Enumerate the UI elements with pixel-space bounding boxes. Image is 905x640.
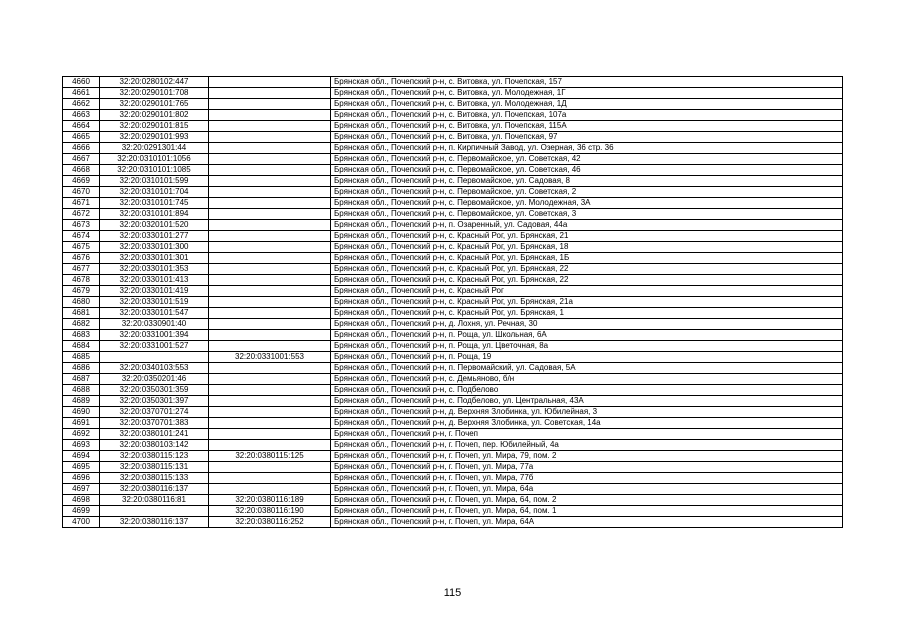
related-cadastral-number-cell [209, 99, 331, 110]
table-row [63, 341, 843, 352]
table-row [63, 407, 843, 418]
table-row [63, 462, 843, 473]
table-row [63, 154, 843, 165]
table-row [63, 363, 843, 374]
address-cell: Брянская обл., Почепский р-н, с. Первомайское, ул. Советская, 2 [331, 187, 843, 198]
cadastral-number-cell: 32:20:0330101:353 [100, 264, 209, 275]
address-cell: Брянская обл., Почепский р-н, с. Первомайское, ул. Советская, 3 [331, 209, 843, 220]
related-cadastral-number-cell [209, 253, 331, 264]
row-number-cell: 4661 [63, 88, 100, 99]
page-number: 115 [443, 587, 462, 599]
table-row [63, 264, 843, 275]
address-cell: Брянская обл., Почепский р-н, с. Красный Рог, ул. Брянская, 1Б [331, 253, 843, 264]
related-cadastral-number-cell [209, 286, 331, 297]
cadastral-number-cell: 32:20:0290101:708 [100, 88, 209, 99]
address-cell: Брянская обл., Почепский р-н, д. Верхняя Злобинка, ул. Юбилейная, 3 [331, 407, 843, 418]
row-number-cell: 4695 [63, 462, 100, 473]
related-cadastral-number-cell [209, 297, 331, 308]
table-row [63, 176, 843, 187]
related-cadastral-number-cell [209, 165, 331, 176]
address-cell: Брянская обл., Почепский р-н, г. Почеп, ул. Мира, 79, пом. 2 [331, 451, 843, 462]
related-cadastral-number-cell [209, 440, 331, 451]
row-number-cell: 4696 [63, 473, 100, 484]
cadastral-number-cell: 32:20:0350201:46 [100, 374, 209, 385]
cadastral-number-cell: 32:20:0310101:894 [100, 209, 209, 220]
address-cell: Брянская обл., Почепский р-н, г. Почеп [331, 429, 843, 440]
related-cadastral-number-cell [209, 209, 331, 220]
cadastral-number-cell [100, 352, 209, 363]
row-number-cell: 4673 [63, 220, 100, 231]
row-number-cell: 4675 [63, 242, 100, 253]
table-row [63, 198, 843, 209]
cadastral-number-cell: 32:20:0320101:520 [100, 220, 209, 231]
cadastral-number-cell: 32:20:0370701:274 [100, 407, 209, 418]
related-cadastral-number-cell [209, 176, 331, 187]
table-row [63, 374, 843, 385]
related-cadastral-number-cell [209, 275, 331, 286]
address-cell: Брянская обл., Почепский р-н, с. Витовка, ул. Почепская, 115А [331, 121, 843, 132]
row-number-cell: 4681 [63, 308, 100, 319]
table-row [63, 253, 843, 264]
cadastral-number-cell: 32:20:0350301:397 [100, 396, 209, 407]
table-row [63, 352, 843, 363]
table-row [63, 110, 843, 121]
row-number-cell: 4676 [63, 253, 100, 264]
related-cadastral-number-cell [209, 385, 331, 396]
related-cadastral-number-cell [209, 110, 331, 121]
table-row [63, 418, 843, 429]
row-number-cell: 4678 [63, 275, 100, 286]
row-number-cell: 4694 [63, 451, 100, 462]
row-number-cell: 4687 [63, 374, 100, 385]
address-cell: Брянская обл., Почепский р-н, с. Красный Рог, ул. Брянская, 21 [331, 231, 843, 242]
table-row [63, 220, 843, 231]
row-number-cell: 4671 [63, 198, 100, 209]
related-cadastral-number-cell [209, 319, 331, 330]
related-cadastral-number-cell [209, 484, 331, 495]
row-number-cell: 4662 [63, 99, 100, 110]
address-cell: Брянская обл., Почепский р-н, с. Красный Рог, ул. Брянская, 22 [331, 275, 843, 286]
row-number-cell: 4679 [63, 286, 100, 297]
cadastral-number-cell: 32:20:0340103:553 [100, 363, 209, 374]
related-cadastral-number-cell [209, 341, 331, 352]
cadastral-number-cell: 32:20:0330101:547 [100, 308, 209, 319]
address-cell: Брянская обл., Почепский р-н, с. Красный Рог [331, 286, 843, 297]
address-cell: Брянская обл., Почепский р-н, г. Почеп, ул. Мира, 77б [331, 473, 843, 484]
address-cell: Брянская обл., Почепский р-н, с. Витовка, ул. Молодежная, 1Г [331, 88, 843, 99]
related-cadastral-number-cell [209, 308, 331, 319]
cadastral-number-cell: 32:20:0280102:447 [100, 77, 209, 88]
table-row [63, 517, 843, 528]
table-row [63, 484, 843, 495]
related-cadastral-number-cell [209, 264, 331, 275]
related-cadastral-number-cell [209, 154, 331, 165]
address-cell: Брянская обл., Почепский р-н, г. Почеп, ул. Мира, 64А [331, 517, 843, 528]
row-number-cell: 4686 [63, 363, 100, 374]
address-cell: Брянская обл., Почепский р-н, с. Первомайское, ул. Садовая, 8 [331, 176, 843, 187]
cadastral-number-cell: 32:20:0330101:300 [100, 242, 209, 253]
cadastral-number-cell: 32:20:0310101:1085 [100, 165, 209, 176]
row-number-cell: 4691 [63, 418, 100, 429]
address-cell: Брянская обл., Почепский р-н, г. Почеп, ул. Мира, 64, пом. 2 [331, 495, 843, 506]
table-row [63, 165, 843, 176]
cadastral-number-cell: 32:20:0291301:44 [100, 143, 209, 154]
row-number-cell: 4665 [63, 132, 100, 143]
address-cell: Брянская обл., Почепский р-н, с. Красный Рог, ул. Брянская, 21а [331, 297, 843, 308]
table-row [63, 495, 843, 506]
cadastral-number-cell: 32:20:0330901:40 [100, 319, 209, 330]
related-cadastral-number-cell: 32:20:0380115:125 [209, 451, 331, 462]
related-cadastral-number-cell [209, 132, 331, 143]
row-number-cell: 4689 [63, 396, 100, 407]
row-number-cell: 4699 [63, 506, 100, 517]
cadastral-number-cell: 32:20:0310101:704 [100, 187, 209, 198]
table-row [63, 396, 843, 407]
related-cadastral-number-cell [209, 231, 331, 242]
cadastral-number-cell: 32:20:0380115:123 [100, 451, 209, 462]
address-cell: Брянская обл., Почепский р-н, п. Роща, ул. Школьная, 6А [331, 330, 843, 341]
row-number-cell: 4672 [63, 209, 100, 220]
cadastral-number-cell: 32:20:0350301:359 [100, 385, 209, 396]
address-cell: Брянская обл., Почепский р-н, г. Почеп, пер. Юбилейный, 4а [331, 440, 843, 451]
address-cell: Брянская обл., Почепский р-н, с. Витовка, ул. Почепская, 107а [331, 110, 843, 121]
related-cadastral-number-cell [209, 418, 331, 429]
row-number-cell: 4669 [63, 176, 100, 187]
related-cadastral-number-cell [209, 473, 331, 484]
address-cell: Брянская обл., Почепский р-н, г. Почеп, ул. Мира, 64а [331, 484, 843, 495]
address-cell: Брянская обл., Почепский р-н, п. Кирпичный Завод, ул. Озерная, 36 стр. 36 [331, 143, 843, 154]
table-row [63, 231, 843, 242]
cadastral-number-cell: 32:20:0290101:993 [100, 132, 209, 143]
cadastral-number-cell: 32:20:0290101:765 [100, 99, 209, 110]
row-number-cell: 4692 [63, 429, 100, 440]
property-table-body [63, 77, 843, 528]
address-cell: Брянская обл., Почепский р-н, с. Красный Рог, ул. Брянская, 22 [331, 264, 843, 275]
address-cell: Брянская обл., Почепский р-н, с. Красный Рог, ул. Брянская, 1 [331, 308, 843, 319]
row-number-cell: 4693 [63, 440, 100, 451]
row-number-cell: 4688 [63, 385, 100, 396]
address-cell: Брянская обл., Почепский р-н, с. Витовка, ул. Молодежная, 1Д [331, 99, 843, 110]
cadastral-number-cell: 32:20:0380115:133 [100, 473, 209, 484]
address-cell: Брянская обл., Почепский р-н, п. Роща, ул. Цветочная, 8а [331, 341, 843, 352]
row-number-cell: 4674 [63, 231, 100, 242]
row-number-cell: 4668 [63, 165, 100, 176]
related-cadastral-number-cell [209, 242, 331, 253]
related-cadastral-number-cell [209, 429, 331, 440]
row-number-cell: 4663 [63, 110, 100, 121]
table-row [63, 121, 843, 132]
address-cell: Брянская обл., Почепский р-н, с. Первомайское, ул. Советская, 46 [331, 165, 843, 176]
address-cell: Брянская обл., Почепский р-н, с. Подбелово [331, 385, 843, 396]
cadastral-number-cell: 32:20:0330101:519 [100, 297, 209, 308]
cadastral-number-cell: 32:20:0310101:745 [100, 198, 209, 209]
address-cell: Брянская обл., Почепский р-н, д. Лохня, ул. Речная, 30 [331, 319, 843, 330]
table-row [63, 385, 843, 396]
address-cell: Брянская обл., Почепский р-н, с. Витовка, ул. Почепская, 157 [331, 77, 843, 88]
cadastral-number-cell: 32:20:0310101:599 [100, 176, 209, 187]
row-number-cell: 4660 [63, 77, 100, 88]
table-row [63, 242, 843, 253]
address-cell: Брянская обл., Почепский р-н, г. Почеп, ул. Мира, 64, пом. 1 [331, 506, 843, 517]
table-row [63, 143, 843, 154]
table-row [63, 319, 843, 330]
table-row [63, 209, 843, 220]
cadastral-number-cell: 32:20:0290101:815 [100, 121, 209, 132]
cadastral-number-cell: 32:20:0370701:383 [100, 418, 209, 429]
related-cadastral-number-cell [209, 462, 331, 473]
address-cell: Брянская обл., Почепский р-н, д. Верхняя Злобинка, ул. Советская, 14а [331, 418, 843, 429]
table-row [63, 275, 843, 286]
row-number-cell: 4697 [63, 484, 100, 495]
related-cadastral-number-cell [209, 187, 331, 198]
address-cell: Брянская обл., Почепский р-н, п. Озаренный, ул. Садовая, 44а [331, 220, 843, 231]
related-cadastral-number-cell: 32:20:0380116:189 [209, 495, 331, 506]
related-cadastral-number-cell [209, 88, 331, 99]
cadastral-number-cell: 32:20:0310101:1056 [100, 154, 209, 165]
row-number-cell: 4684 [63, 341, 100, 352]
address-cell: Брянская обл., Почепский р-н, г. Почеп, ул. Мира, 77а [331, 462, 843, 473]
table-row [63, 88, 843, 99]
cadastral-number-cell: 32:20:0331001:527 [100, 341, 209, 352]
address-cell: Брянская обл., Почепский р-н, с. Витовка, ул. Почепская, 97 [331, 132, 843, 143]
cadastral-number-cell: 32:20:0331001:394 [100, 330, 209, 341]
row-number-cell: 4667 [63, 154, 100, 165]
table-row [63, 77, 843, 88]
related-cadastral-number-cell: 32:20:0380116:190 [209, 506, 331, 517]
table-row [63, 330, 843, 341]
table-row [63, 132, 843, 143]
table-row [63, 286, 843, 297]
cadastral-number-cell: 32:20:0380103:142 [100, 440, 209, 451]
address-cell: Брянская обл., Почепский р-н, с. Первомайское, ул. Молодежная, 3А [331, 198, 843, 209]
cadastral-number-cell [100, 506, 209, 517]
address-cell: Брянская обл., Почепский р-н, с. Подбелово, ул. Центральная, 43А [331, 396, 843, 407]
related-cadastral-number-cell [209, 143, 331, 154]
table-row [63, 187, 843, 198]
row-number-cell: 4690 [63, 407, 100, 418]
address-cell: Брянская обл., Почепский р-н, п. Первомайский, ул. Садовая, 5А [331, 363, 843, 374]
table-row [63, 297, 843, 308]
cadastral-number-cell: 32:20:0380116:137 [100, 517, 209, 528]
table-row [63, 506, 843, 517]
address-cell: Брянская обл., Почепский р-н, с. Демьяново, б/н [331, 374, 843, 385]
table-row [63, 99, 843, 110]
property-table [62, 76, 843, 528]
related-cadastral-number-cell: 32:20:0331001:553 [209, 352, 331, 363]
address-cell: Брянская обл., Почепский р-н, с. Красный Рог, ул. Брянская, 18 [331, 242, 843, 253]
related-cadastral-number-cell [209, 363, 331, 374]
cadastral-number-cell: 32:20:0380101:241 [100, 429, 209, 440]
address-cell: Брянская обл., Почепский р-н, с. Первомайское, ул. Советская, 42 [331, 154, 843, 165]
cadastral-number-cell: 32:20:0330101:277 [100, 231, 209, 242]
cadastral-number-cell: 32:20:0380116:137 [100, 484, 209, 495]
related-cadastral-number-cell [209, 396, 331, 407]
address-cell: Брянская обл., Почепский р-н, п. Роща, 19 [331, 352, 843, 363]
related-cadastral-number-cell [209, 77, 331, 88]
row-number-cell: 4680 [63, 297, 100, 308]
cadastral-number-cell: 32:20:0380116:81 [100, 495, 209, 506]
row-number-cell: 4666 [63, 143, 100, 154]
table-row [63, 451, 843, 462]
row-number-cell: 4682 [63, 319, 100, 330]
row-number-cell: 4685 [63, 352, 100, 363]
row-number-cell: 4698 [63, 495, 100, 506]
table-row [63, 473, 843, 484]
cadastral-number-cell: 32:20:0380115:131 [100, 462, 209, 473]
related-cadastral-number-cell [209, 407, 331, 418]
row-number-cell: 4700 [63, 517, 100, 528]
cadastral-number-cell: 32:20:0330101:413 [100, 275, 209, 286]
related-cadastral-number-cell: 32:20:0380116:252 [209, 517, 331, 528]
table-row [63, 308, 843, 319]
related-cadastral-number-cell [209, 374, 331, 385]
related-cadastral-number-cell [209, 121, 331, 132]
related-cadastral-number-cell [209, 198, 331, 209]
cadastral-number-cell: 32:20:0330101:301 [100, 253, 209, 264]
table-row [63, 429, 843, 440]
row-number-cell: 4664 [63, 121, 100, 132]
row-number-cell: 4683 [63, 330, 100, 341]
related-cadastral-number-cell [209, 220, 331, 231]
cadastral-number-cell: 32:20:0290101:802 [100, 110, 209, 121]
related-cadastral-number-cell [209, 330, 331, 341]
table-row [63, 440, 843, 451]
row-number-cell: 4677 [63, 264, 100, 275]
row-number-cell: 4670 [63, 187, 100, 198]
cadastral-number-cell: 32:20:0330101:419 [100, 286, 209, 297]
